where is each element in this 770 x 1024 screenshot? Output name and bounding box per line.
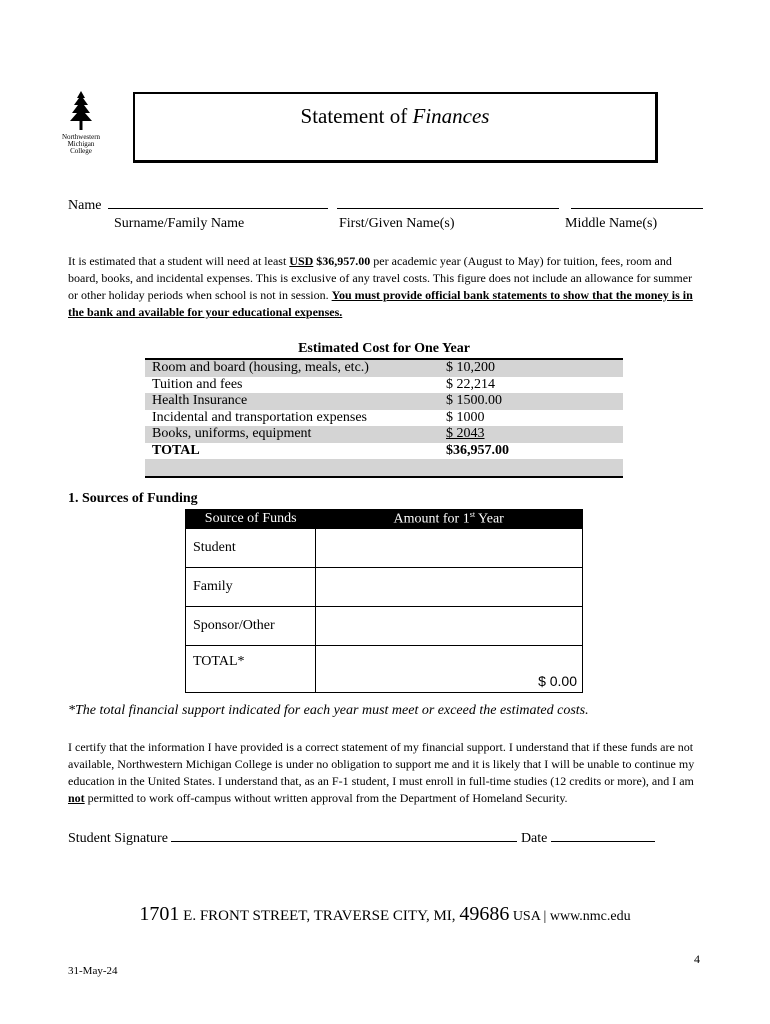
logo-wordmark: Northwestern Michigan College: [61, 133, 101, 155]
first-name-input-line[interactable]: [337, 195, 559, 209]
middle-name-input-line[interactable]: [571, 195, 703, 209]
funding-row: [186, 606, 583, 645]
funding-total-row: [186, 645, 583, 692]
sponsor-amount-field[interactable]: [315, 606, 582, 645]
certify-paragraph: [68, 739, 698, 807]
amount-col-text: Amount for 1: [393, 511, 470, 527]
address-number: 1701: [139, 903, 180, 925]
funding-heading: 1. Sources of Funding: [68, 491, 198, 506]
cost-value: $ 1500.00: [446, 393, 502, 408]
page-title: [135, 104, 655, 129]
cost-row: [145, 377, 623, 394]
funding-note: *The total financial support indicated for each year must meet or exceed the estimated costs.: [68, 703, 589, 718]
cost-row-empty: [145, 459, 623, 476]
funding-row: [186, 567, 583, 606]
cost-row: [145, 426, 623, 443]
cost-item: TOTAL: [152, 442, 200, 458]
date-label: Date: [520, 831, 548, 846]
intro-usd: USD: [289, 254, 314, 268]
certify-text-1: I certify that the information I have provided is a correct statement of my financial support. I understand that if these funds are not available, Northwestern Michigan College is under no obligation to support me and it is likely that I will be unable to continue my education in the United States. I understand that, as an F-1 student, I must enroll in full-time studies (12 credits or more), and I am: [68, 740, 695, 788]
cost-item: Room and board (housing, meals, etc.): [152, 360, 369, 375]
intro-text-2: per academic year (August to May) for tuition, fees, room and board, books, and incidental expenses. This is exclusive of any travel costs. This figure does not include an allowance for summer or other holiday periods when school is not in session.: [68, 254, 693, 302]
cost-item: Health Insurance: [152, 393, 248, 408]
title-main: Statement of: [300, 104, 413, 128]
cost-item: Tuition and fees: [152, 376, 243, 392]
address-rest: USA | www.nmc.edu: [509, 909, 631, 924]
funding-total-value: $ 0.00: [315, 645, 582, 692]
cost-table: [145, 358, 623, 478]
cost-value: $ 2043: [446, 426, 485, 441]
college-logo: [52, 90, 110, 155]
intro-paragraph: [68, 253, 698, 321]
cost-row: [145, 360, 623, 377]
family-amount-field[interactable]: [315, 567, 582, 606]
name-field-row: [68, 195, 708, 214]
address-zip: 49686: [459, 903, 510, 925]
cost-row: [145, 393, 623, 410]
cost-row: [145, 410, 623, 427]
funding-col-amount: [315, 510, 582, 529]
title-box: [133, 92, 658, 163]
signature-label: Student Signature: [68, 831, 168, 846]
college-address: [0, 903, 770, 926]
funding-col-source: Source of Funds: [186, 510, 316, 529]
student-amount-field[interactable]: [315, 528, 582, 567]
funding-source-label: Student: [186, 528, 316, 567]
funding-row: [186, 528, 583, 567]
intro-text-1: It is estimated that a student will need at least: [68, 254, 290, 268]
cost-value: $ 1000: [446, 409, 485, 425]
certify-text-2: permitted to work off-campus without written approval from the Department of Homeland Security.: [84, 791, 568, 805]
cost-value: $36,957.00: [446, 442, 509, 458]
cost-value: $ 10,200: [446, 360, 495, 375]
cost-table-title: Estimated Cost for One Year: [298, 341, 470, 356]
cost-item: Books, uniforms, equipment: [152, 426, 312, 441]
intro-bank-statement-note: You must provide official bank statements to show that the money is in the bank and available for your educational expenses.: [68, 288, 693, 319]
funding-source-label: Family: [186, 567, 316, 606]
page-number: 4: [694, 952, 700, 966]
middle-name-label: Middle Name(s): [565, 216, 658, 231]
date-input-line[interactable]: [551, 828, 655, 842]
revision-date: 31-May-24: [68, 965, 118, 977]
funding-table: [185, 509, 583, 693]
signature-row: [68, 828, 655, 847]
intro-amount: $36,957.00: [313, 254, 371, 268]
amount-col-text-end: Year: [475, 511, 504, 527]
cost-value: $ 22,214: [446, 376, 495, 392]
name-label: Name: [68, 198, 102, 213]
surname-label: Surname/Family Name: [114, 216, 245, 231]
surname-input-line[interactable]: [108, 195, 328, 209]
address-street: E. FRONT STREET, TRAVERSE CITY, MI,: [179, 908, 460, 924]
funding-header-row: [186, 510, 583, 529]
funding-source-label: Sponsor/Other: [186, 606, 316, 645]
first-name-label: First/Given Name(s): [339, 216, 455, 231]
title-italic: Finances: [412, 104, 490, 128]
cost-item: Incidental and transportation expenses: [152, 409, 367, 425]
certify-not: not: [68, 791, 85, 805]
pine-tree-icon: [68, 90, 94, 132]
signature-input-line[interactable]: [171, 828, 517, 842]
cost-total-row: [145, 443, 623, 460]
amount-col-sup: st: [469, 510, 476, 519]
funding-total-label: TOTAL*: [186, 645, 316, 692]
